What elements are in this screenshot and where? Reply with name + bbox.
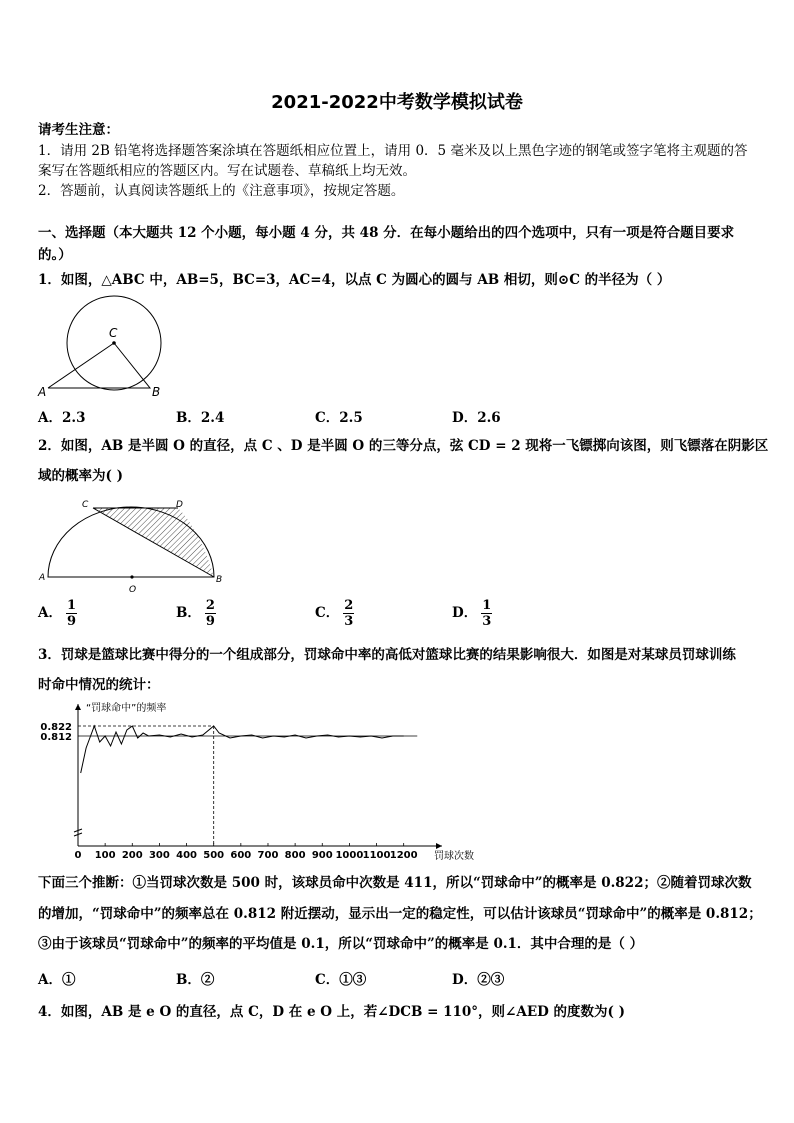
q2-stem-line-2: 域的概率为( ): [38, 468, 123, 484]
q2-figure: [30, 495, 230, 595]
chart-x-tick-label: 800: [284, 850, 306, 861]
q2-option-d-numerator: 1: [482, 598, 492, 613]
q2-option-c[interactable]: [315, 598, 354, 629]
q2-label-a: A: [39, 573, 46, 583]
q2-option-a[interactable]: [38, 598, 77, 629]
q3-stem-line-1: 3．罚球是篮球比赛中得分的一个组成部分，罚球命中率的高低对篮球比赛的结果影响很大．如图是对某球员罚球训练: [38, 647, 736, 663]
q3-stem-line-2: 时命中情况的统计：: [38, 677, 160, 693]
chart-x-tick-label: 300: [148, 850, 170, 861]
chart-x-tick-label: 600: [230, 850, 252, 861]
paper-title: 2021-2022中考数学模拟试卷: [271, 92, 523, 113]
q2-option-d[interactable]: [452, 598, 492, 629]
q2-option-b[interactable]: [176, 598, 216, 629]
q3-option-c[interactable]: C．①③: [315, 972, 367, 988]
q3-option-d[interactable]: D．②③: [452, 972, 505, 988]
q2-option-d-fraction: [481, 598, 492, 629]
q2-option-d-denominator: 3: [482, 614, 492, 629]
notice-line-1: 1．请用 2B 铅笔将选择题答案涂填在答题纸相应位置上，请用 0．5 毫米及以上黑色字迹的钢笔或签字笔将主观题的答: [38, 143, 748, 159]
q2-option-d-label: D．: [452, 605, 478, 621]
notice-line-3: 2．答题前，认真阅读答题纸上的《注意事项》，按规定答题。: [38, 183, 405, 199]
q1-option-a[interactable]: A．2.3: [38, 410, 86, 426]
q2-stem-line-1: 2．如图，AB 是半圆 O 的直径，点 C 、D 是半圆 O 的三等分点，弦 CD = 2 现将一飞镖掷向该图，则飞镖落在阴影区: [38, 438, 769, 454]
chart-title: “罚球命中”的频率: [86, 703, 167, 714]
chart-x-tick-label: 400: [176, 850, 197, 861]
q1-triangle: [48, 343, 150, 388]
notice-heading: 请考生注意：: [38, 122, 119, 138]
q1-stem: 1．如图，△ABC 中，AB=5，BC=3，AC=4，以点 C 为圆心的圆与 AB 相切，则⊙C 的半径为（ ）: [38, 272, 671, 288]
q2-label-c: C: [82, 500, 89, 510]
chart-x-axis-label: 罚球次数: [434, 851, 474, 862]
q2-option-c-denominator: 3: [344, 614, 354, 629]
chart-y-tick-label: 0.812: [40, 732, 72, 743]
notice-line-2: 案写在答题纸相应的答题区内。写在试题卷、草稿纸上均无效。: [38, 163, 416, 179]
q2-option-b-label: B．: [176, 605, 201, 621]
q3-frequency-chart: [30, 698, 500, 866]
q1-option-b[interactable]: B．2.4: [176, 410, 225, 426]
q2-option-a-numerator: 1: [66, 598, 77, 613]
q3-inference-line-1: 下面三个推断：①当罚球次数是 500 时，该球员命中次数是 411，所以“罚球命中”的概率是 0.822；②随着罚球次数: [38, 875, 752, 891]
chart-x-tick-label: 900: [311, 850, 333, 861]
q2-option-c-fraction: [343, 598, 354, 629]
chart-x-tick-label: 700: [257, 850, 279, 861]
chart-y-axis-arrow: [75, 704, 81, 710]
q2-option-c-numerator: 2: [344, 598, 354, 613]
q3-option-a[interactable]: A．①: [38, 972, 76, 988]
q2-label-o: O: [129, 585, 137, 595]
section-heading-line-2: 的。）: [38, 247, 72, 263]
q2-option-a-label: A．: [38, 605, 62, 621]
q2-option-a-fraction: [66, 598, 77, 629]
chart-x-tick-label: 1100: [362, 850, 391, 861]
q1-label-c: C: [109, 326, 118, 340]
chart-x-tick-label: 1200: [389, 850, 418, 861]
q2-center-dot: [130, 575, 133, 578]
q2-option-b-numerator: 2: [205, 598, 215, 613]
q3-inference-line-2: 的增加，“罚球命中”的频率总在 0.812 附近摆动，显示出一定的稳定性，可以估计该球员“罚球命中”的概率是 0.812；: [38, 906, 762, 922]
chart-x-tick-label: 500: [203, 850, 225, 861]
q2-label-b: B: [216, 575, 223, 585]
chart-x-tick-label: 200: [121, 850, 143, 861]
q2-option-a-denominator: 9: [66, 614, 77, 629]
q2-option-b-fraction: [205, 598, 216, 629]
q2-option-b-denominator: 9: [205, 614, 215, 629]
section-heading-line-1: 一、选择题（本大题共 12 个小题，每小题 4 分，共 48 分．在每小题给出的四个选项中，只有一项是符合题目要求: [38, 225, 735, 241]
chart-x-tick-label: 0: [74, 850, 82, 861]
q1-center-dot: [112, 341, 116, 345]
q1-figure: [30, 295, 170, 405]
q2-option-c-label: C．: [315, 605, 340, 621]
q1-option-d[interactable]: D．2.6: [452, 410, 501, 426]
chart-x-tick-label: 1000: [335, 850, 364, 861]
chart-x-axis-arrow: [436, 843, 442, 849]
q2-label-d: D: [176, 500, 183, 510]
q3-option-b[interactable]: B．②: [176, 972, 215, 988]
q1-label-a: A: [38, 385, 47, 399]
chart-x-tick-label: 100: [94, 850, 116, 861]
q4-stem: 4．如图，AB 是 e O 的直径，点 C，D 在 e O 上，若∠DCB = 110°，则∠AED 的度数为( ): [38, 1004, 625, 1020]
q3-inference-line-3: ③由于该球员“罚球命中”的频率的平均值是 0.1，所以“罚球命中”的概率是 0.1．其中合理的是（ ）: [38, 936, 644, 952]
chart-series-line: [81, 726, 404, 773]
chart-y-tick-label: 0.822: [40, 722, 72, 733]
q1-label-b: B: [152, 385, 161, 399]
q1-option-c[interactable]: C．2.5: [315, 410, 363, 426]
